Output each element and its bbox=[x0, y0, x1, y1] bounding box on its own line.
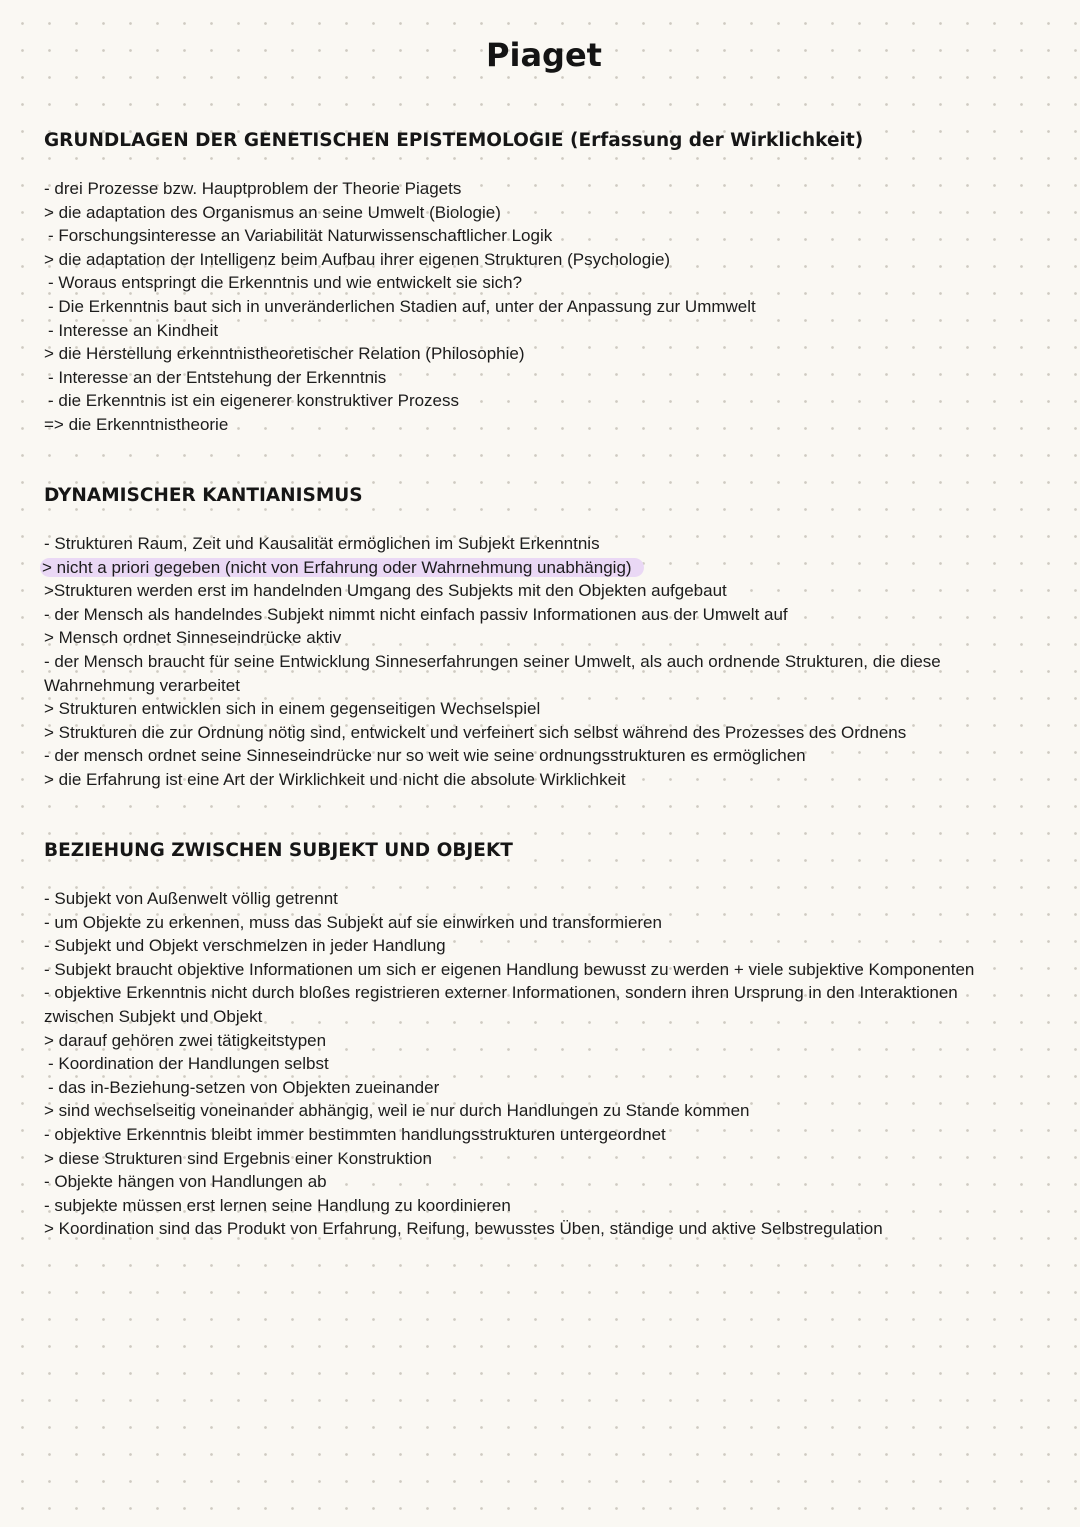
text-line: > darauf gehören zwei tätigkeitstypen bbox=[44, 1030, 327, 1050]
text-line: - der Mensch als handelndes Subjekt nimmt nicht einfach passiv Informationen aus der Umwelt auf bbox=[44, 604, 788, 624]
section-body bbox=[44, 887, 1044, 1241]
text-line: > Strukturen die zur Ordnung nötig sind, entwickelt und verfeinert sich selbst während des Prozesses des Ordnens bbox=[44, 722, 907, 742]
section-grundlagen bbox=[44, 129, 1044, 437]
section-subjekt-objekt bbox=[44, 839, 1044, 1241]
text-line: - drei Prozesse bzw. Hauptproblem der Theorie Piagets bbox=[44, 179, 462, 198]
text-line: - die Erkenntnis ist ein eigenerer konstruktiver Prozess bbox=[48, 391, 460, 411]
section-body bbox=[44, 532, 1044, 792]
highlighted-text: > nicht a priori gegeben (nicht von Erfahrung oder Wahrnehmung unabhängig) bbox=[40, 558, 644, 577]
text-line: - Subjekt von Außenwelt völlig getrennt bbox=[44, 889, 338, 908]
text-line: - Koordination der Handlungen selbst bbox=[48, 1054, 329, 1074]
section-heading: BEZIEHUNG ZWISCHEN SUBJEKT UND OBJEKT bbox=[44, 840, 513, 861]
text-line: > die adaptation der Intelligenz beim Aufbau ihrer eigenen Strukturen (Psychologie) bbox=[44, 249, 671, 269]
text-line: - Objekte hängen von Handlungen ab bbox=[44, 1172, 327, 1192]
text-line: - Woraus entspringt die Erkenntnis und wie entwickelt sie sich? bbox=[48, 273, 523, 293]
text-line: - Die Erkenntnis baut sich in unveränderlichen Stadien auf, unter der Anpassung zur Ummwelt bbox=[48, 296, 756, 316]
text-line bbox=[44, 556, 1044, 580]
section-heading: DYNAMISCHER KANTIANISMUS bbox=[44, 485, 363, 506]
text-line: - der Mensch braucht für seine Entwicklung Sinneserfahrungen seiner Umwelt, als auch ordnende Strukturen, die diese Wahrnehmung verarbeitet bbox=[44, 651, 941, 695]
text-line: - objektive Erkenntnis bleibt immer bestimmten handlungsstrukturen untergeordnet bbox=[44, 1124, 666, 1144]
text-line: - Subjekt braucht objektive Informationen um sich er eigenen Handlung bewusst zu werden + viele subjektive Komponenten bbox=[44, 959, 975, 979]
text-line: > die Erfahrung ist eine Art der Wirklichkeit und nicht die absolute Wirklichkeit bbox=[44, 769, 626, 789]
text-line: - Forschungsinteresse an Variabilität Naturwissenschaftlicher Logik bbox=[48, 226, 553, 246]
text-line: - das in-Beziehung-setzen von Objekten zueinander bbox=[48, 1077, 440, 1097]
section-body bbox=[44, 177, 1044, 437]
section-heading: GRUNDLAGEN DER GENETISCHEN EPISTEMOLOGIE (Erfassung der Wirklichkeit) bbox=[44, 130, 864, 151]
text-line: => die Erkenntnistheorie bbox=[44, 414, 229, 434]
text-line: > sind wechselseitig voneinander abhängig, weil ie nur durch Handlungen zu Stande kommen bbox=[44, 1101, 750, 1121]
text-line: > Koordination sind das Produkt von Erfahrung, Reifung, bewusstes Üben, ständige und aktive Selbstregulation bbox=[44, 1219, 883, 1239]
text-line: > die Herstellung erkenntnistheoretischer Relation (Philosophie) bbox=[44, 344, 525, 364]
text-line: - subjekte müssen erst lernen seine Handlung zu koordinieren bbox=[44, 1195, 511, 1215]
text-line: >Strukturen werden erst im handelnden Umgang des Subjekts mit den Objekten aufgebaut bbox=[44, 581, 727, 601]
text-line: - objektive Erkenntnis nicht durch bloßes registrieren externer Informationen, sondern ihren Ursprung in den Interaktionen zwischen Subjekt und Objekt bbox=[44, 983, 958, 1026]
text-line: - Subjekt und Objekt verschmelzen in jeder Handlung bbox=[44, 936, 446, 956]
text-line: - Interesse an der Entstehung der Erkenntnis bbox=[48, 367, 387, 387]
text-line: - Strukturen Raum, Zeit und Kausalität ermöglichen im Subjekt Erkenntnis bbox=[44, 534, 600, 553]
text-line: - der mensch ordnet seine Sinneseindrücke nur so weit wie seine ordnungsstrukturen es ermöglichen bbox=[44, 746, 806, 766]
text-line: - um Objekte zu erkennen, muss das Subjekt auf sie einwirken und transformieren bbox=[44, 912, 662, 932]
text-line: > die adaptation des Organismus an seine Umwelt (Biologie) bbox=[44, 202, 501, 222]
text-line: > Mensch ordnet Sinneseindrücke aktiv bbox=[44, 628, 342, 648]
section-kantianismus bbox=[44, 484, 1044, 792]
page-title: Piaget bbox=[486, 36, 602, 74]
text-line: > diese Strukturen sind Ergebnis einer Konstruktion bbox=[44, 1148, 432, 1168]
text-line: > Strukturen entwicklen sich in einem gegenseitigen Wechselspiel bbox=[44, 699, 541, 719]
text-line: - Interesse an Kindheit bbox=[48, 320, 219, 340]
